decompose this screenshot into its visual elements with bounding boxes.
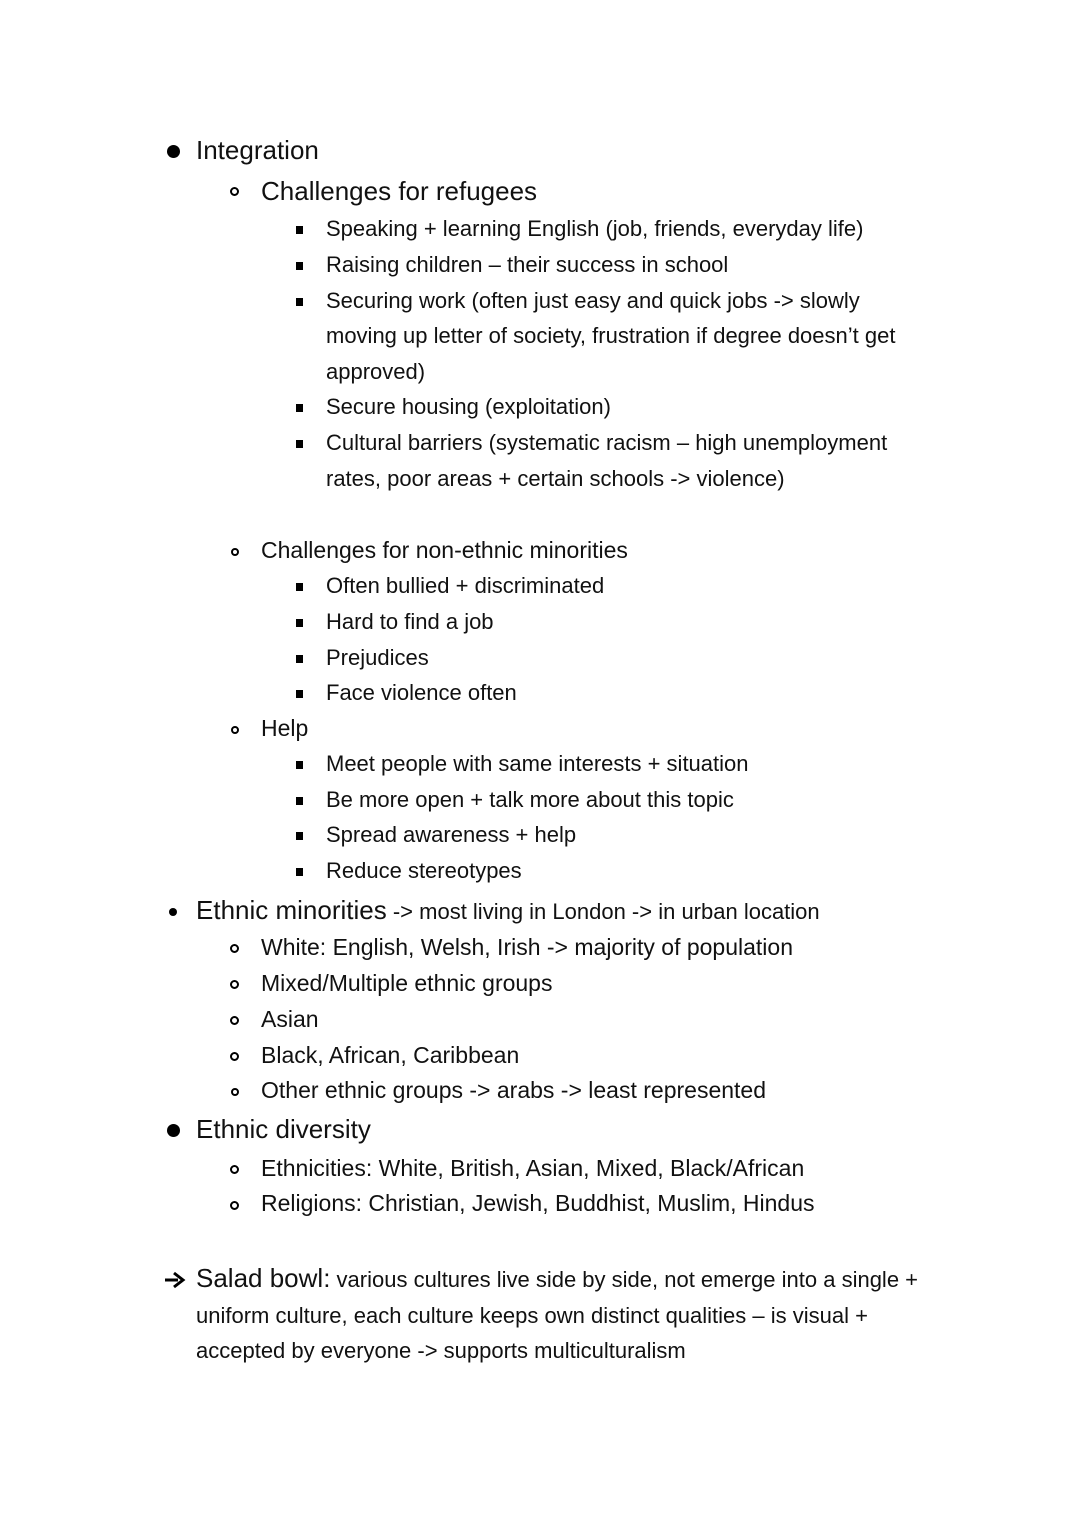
list-item-continuation: rates, poor areas + certain schools -> violence) (326, 466, 785, 491)
circle-bullet-icon (230, 1052, 239, 1061)
ethnic-minorities-line (196, 895, 820, 926)
circle-bullet-icon (231, 726, 239, 734)
list-item: Be more open + talk more about this topic (326, 787, 734, 812)
subheading-nonethnic: Challenges for non-ethnic minorities (261, 537, 628, 563)
list-item: Black, African, Caribbean (261, 1042, 520, 1068)
square-bullet-icon (296, 690, 303, 698)
list-item: Other ethnic groups -> arabs -> least represented (261, 1077, 767, 1103)
square-bullet-icon (296, 619, 303, 627)
square-bullet-icon (296, 262, 303, 270)
square-bullet-icon (296, 226, 303, 234)
right-arrow-icon (163, 1270, 187, 1290)
circle-bullet-icon (230, 944, 239, 953)
salad-bowl-text: various cultures live side by side, not emerge into a single + (330, 1267, 919, 1292)
square-bullet-icon (296, 868, 303, 876)
square-bullet-icon (296, 404, 303, 412)
circle-bullet-icon (230, 980, 239, 989)
list-item: Reduce stereotypes (326, 858, 522, 883)
list-item: Asian (261, 1006, 319, 1032)
disc-bullet-icon (169, 908, 177, 916)
salad-bowl-line-3: accepted by everyone -> supports multiculturalism (196, 1338, 686, 1363)
circle-bullet-icon (230, 1165, 239, 1174)
salad-bowl-term: Salad bowl: (196, 1263, 331, 1293)
list-item: Cultural barriers (systematic racism – high unemployment (326, 430, 888, 455)
list-item: Ethnicities: White, British, Asian, Mixed, Black/African (261, 1155, 805, 1181)
subheading-refugees: Challenges for refugees (261, 176, 538, 206)
list-item: Face violence often (326, 680, 517, 705)
square-bullet-icon (296, 583, 303, 591)
circle-bullet-icon (230, 1016, 239, 1025)
subheading-help: Help (261, 715, 309, 741)
list-item: Hard to find a job (326, 609, 494, 634)
square-bullet-icon (296, 832, 303, 840)
list-item: Raising children – their success in school (326, 252, 729, 277)
list-item-continuation: moving up letter of society, frustration if degree doesn’t get (326, 323, 896, 348)
circle-bullet-icon (231, 548, 239, 556)
square-bullet-icon (296, 298, 303, 306)
salad-bowl-line-1 (196, 1263, 918, 1294)
heading-integration: Integration (196, 135, 319, 165)
list-item-continuation: approved) (326, 359, 426, 384)
square-bullet-icon (296, 655, 303, 663)
list-item: Speaking + learning English (job, friends, everyday life) (326, 216, 864, 241)
heading-ethnic-minorities: Ethnic minorities (196, 895, 387, 925)
disc-bullet-icon (167, 145, 180, 158)
list-item: Securing work (often just easy and quick jobs -> slowly (326, 288, 860, 313)
list-item: Often bullied + discriminated (326, 573, 605, 598)
square-bullet-icon (296, 797, 303, 805)
list-item: Secure housing (exploitation) (326, 394, 611, 419)
list-item: Religions: Christian, Jewish, Buddhist, Muslim, Hindus (261, 1190, 815, 1216)
square-bullet-icon (296, 440, 303, 448)
circle-bullet-icon (230, 187, 239, 196)
list-item: Spread awareness + help (326, 822, 577, 847)
heading-ethnic-diversity: Ethnic diversity (196, 1114, 371, 1144)
salad-bowl-line-2: uniform culture, each culture keeps own distinct qualities – is visual + (196, 1303, 868, 1328)
ethnic-minorities-note: -> most living in London -> in urban location (386, 899, 820, 924)
list-item: Mixed/Multiple ethnic groups (261, 970, 553, 996)
list-item: Meet people with same interests + situation (326, 751, 749, 776)
circle-bullet-icon (230, 1201, 239, 1210)
circle-bullet-icon (231, 1088, 239, 1096)
list-item: Prejudices (326, 645, 429, 670)
disc-bullet-icon (167, 1124, 180, 1137)
square-bullet-icon (296, 761, 303, 769)
list-item: White: English, Welsh, Irish -> majority of population (261, 934, 793, 960)
